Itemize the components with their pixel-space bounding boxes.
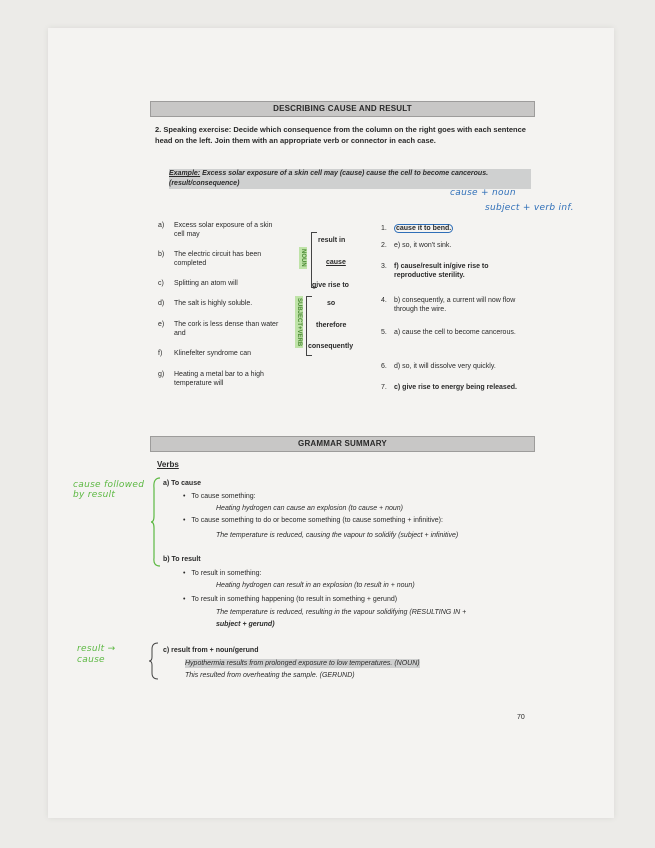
section-b-heading: b) To result (163, 556, 201, 563)
right-item-5: 5. a) cause the cell to become cancerous. (381, 329, 516, 336)
section-a-bullet-2: • To cause something to do or become something (to cause something + infinitive): (183, 517, 443, 524)
section-b-bullet-1: • To result in something: (183, 570, 262, 577)
left-item-f: f) Klinefelter syndrome can (158, 350, 252, 357)
section-header-cause-result: DESCRIBING CAUSE AND RESULT (150, 101, 535, 117)
section-a-example-1: Heating hydrogen can cause an explosion (to cause + noun) (216, 505, 403, 512)
section-b-example-2b: subject + gerund) (216, 621, 275, 628)
middle-word-consequently: consequently (308, 343, 354, 350)
section-b-example-1: Heating hydrogen can result in an explosion (to result in + noun) (216, 582, 415, 589)
section-a-heading: a) To cause (163, 480, 201, 487)
middle-word-cause: cause (326, 259, 346, 266)
right-item-7: 7. c) give rise to energy being released. (381, 384, 517, 391)
example-label: Example: (169, 170, 201, 177)
right-item-4: 4. b) consequently, a current will now flow through the wire. (381, 297, 516, 313)
middle-word-therefore: therefore (316, 322, 347, 329)
handwritten-cause-noun: cause + noun (450, 188, 516, 198)
left-item-d: d) The salt is highly soluble. (158, 300, 253, 307)
section-header-grammar-summary: GRAMMAR SUMMARY (150, 436, 535, 452)
right-item-3: 3. f) cause/result in/give rise to reproductive sterility. (381, 263, 489, 279)
section-a-bullet-1: • To cause something: (183, 493, 256, 500)
right-item-6: 6. d) so, it will dissolve very quickly. (381, 363, 496, 370)
green-brace-a (150, 476, 162, 568)
handwritten-result-cause: result → cause (77, 644, 116, 665)
middle-word-result-in: result in (318, 237, 346, 244)
green-brace-c (148, 641, 160, 681)
left-item-a: a) Excess solar exposure of a skin cell may (158, 222, 273, 238)
verbs-heading: Verbs (157, 460, 179, 469)
noun-tag: NOUN (300, 249, 306, 267)
left-item-c: c) Splitting an atom will (158, 280, 238, 287)
handwritten-cause-followed-by-result: cause followed by result (73, 480, 145, 500)
section-b-bullet-2: • To result in something happening (to result in something + gerund) (183, 596, 398, 603)
right-item-2: 2. e) so, it won't sink. (381, 242, 452, 249)
handwritten-subject-verb-inf: subject + verb inf. (485, 203, 574, 213)
left-item-b: b) The electric circuit has been completed (158, 251, 262, 267)
left-item-e: e) The cork is less dense than water and (158, 321, 279, 337)
page-number: 70 (517, 714, 525, 721)
middle-word-so: so (327, 300, 336, 307)
example-text: Excess solar exposure of a skin cell may (cause) cause the cell to become cancerous. (result/consequence) (169, 170, 489, 187)
section-a-example-2: The temperature is reduced, causing the vapour to solidify (subject + infinitive) (216, 532, 459, 539)
section-c-example-1: Hypothermia results from prolonged exposure to low temperatures. (NOUN) (185, 660, 420, 667)
document-page (48, 28, 614, 818)
section-c-heading: c) result from + noun/gerund (163, 647, 259, 654)
middle-word-give-rise-to: give rise to (312, 282, 349, 289)
right-item-1: 1. cause it to bend. (381, 225, 452, 232)
section-b-example-2a: The temperature is reduced, resulting in the vapour solidifying (RESULTING IN + (216, 609, 467, 616)
subject-verb-tag: SUBJECT+VERB (296, 298, 302, 347)
example-sentence (169, 169, 531, 189)
bracket-noun-group (311, 232, 317, 288)
exercise-title: 2. Speaking exercise: Decide which consequence from the column on the right goes with each sentence head on the left. Join them with an appropriate verb or connector in each case. (155, 125, 526, 145)
left-item-g: g) Heating a metal bar to a high temperature will (158, 371, 264, 387)
section-c-example-2: This resulted from overheating the sample. (GERUND) (185, 672, 355, 679)
